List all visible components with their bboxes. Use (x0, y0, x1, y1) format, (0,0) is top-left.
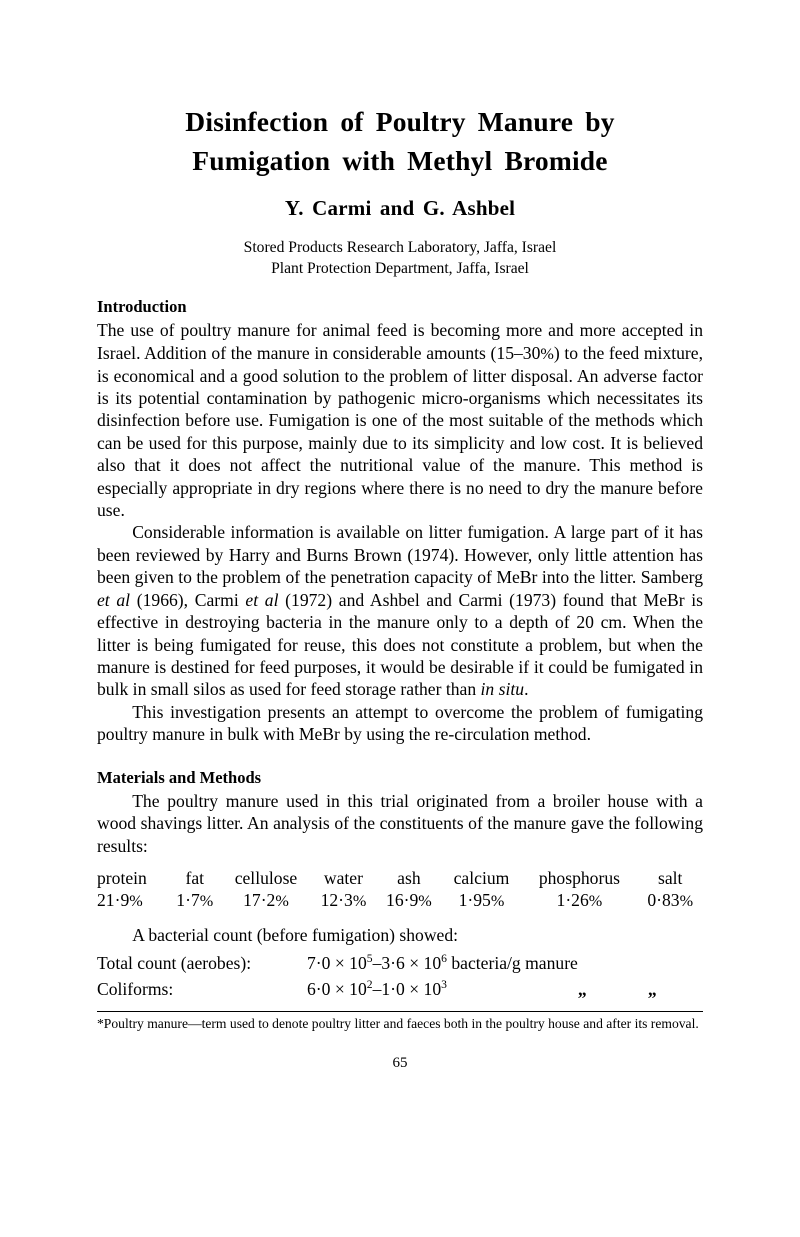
bacterial-ditto-total-1 (578, 951, 648, 977)
bacterial-coliforms-exponent-1: 2 (366, 977, 373, 991)
bacterial-total-exponent-1: 5 (366, 952, 373, 966)
composition-value-water-number: 12·3 (320, 889, 353, 910)
bacterial-coliforms-value-mid: –1·0 × 10 (372, 978, 442, 999)
section-heading-introduction: Introduction (97, 297, 187, 317)
composition-unit-salt: % (679, 891, 694, 910)
bacterial-ditto-coliforms-2: „ (647, 978, 658, 999)
composition-label-calcium: calcium (453, 867, 510, 888)
intro-paragraph-3: This investigation presents an attempt to overcome the problem of fumigating poultry manure in bulk with MeBr by using the re-circulation method. (97, 701, 703, 745)
bacterial-count-intro: A bacterial count (before fumigation) showed: (132, 924, 459, 945)
intro-paragraph-2 (97, 521, 703, 700)
composition-label-row (97, 868, 703, 890)
composition-value-water (311, 890, 376, 912)
bacterial-ditto-coliforms-1: „ (577, 978, 588, 999)
article-title-line-1: Disinfection of Poultry Manure by (185, 106, 615, 137)
composition-unit-fat: % (199, 891, 214, 910)
affiliations (97, 238, 703, 279)
composition-value-salt (637, 890, 703, 912)
intro-p2-text-d: . (524, 679, 529, 700)
composition-value-calcium (442, 890, 522, 912)
materials-paragraph-1: The poultry manure used in this trial originated from a broiler house with a wood shavings litter. An analysis of the constituents of the manure gave the following results: (97, 790, 703, 856)
bacterial-total-value-mid: –3·6 × 10 (372, 953, 442, 973)
composition-label-ash: ash (397, 867, 421, 888)
bacterial-total-exponent-2: 6 (441, 952, 447, 966)
composition-label-salt: salt (658, 867, 683, 888)
composition-value-cellulose-number: 17·2 (243, 889, 276, 910)
page-number: 65 (392, 1054, 408, 1071)
latin-phrase-in-situ: in situ (480, 679, 525, 700)
document-page (97, 0, 703, 1072)
composition-unit-calcium: % (490, 891, 505, 910)
bacterial-row-coliforms (97, 977, 703, 1003)
composition-value-protein (97, 890, 168, 912)
composition-value-salt-number: 0·83 (647, 889, 680, 910)
composition-unit-cellulose: % (275, 891, 289, 910)
intro-p2-text-c: (1972) and Ashbel and Carmi (1973) found that MeBr is effective in destroying bacteria in the manure only to a depth of 20 cm. When the litter is being fumigated for reuse, this does not constitute a problem, but when the manure is destined for feed purposes, it would be desirable if it could be fumigated in bulk in small silos as used for feed storage rather than (97, 589, 704, 700)
composition-value-protein-number: 21·9 (97, 889, 130, 910)
citation-et-al-1: et al (97, 589, 131, 610)
bacterial-value-total-count (307, 951, 578, 977)
bacterial-label-total-count: Total count (aerobes): (97, 953, 252, 973)
composition-label-water: water (323, 867, 363, 888)
percent-glyph: % (540, 344, 554, 363)
composition-value-calcium-number: 1·95 (458, 889, 491, 910)
composition-unit-ash: % (418, 891, 432, 910)
composition-value-cellulose (221, 890, 311, 912)
composition-label-protein: protein (97, 867, 147, 888)
composition-unit-phosphorus: % (588, 891, 603, 910)
section-heading-materials-and-methods: Materials and Methods (97, 767, 262, 787)
bacterial-label-coliforms: Coliforms: (97, 978, 174, 999)
composition-value-ash-number: 16·9 (386, 889, 419, 910)
intro-p1-text-b: ) to the feed mixture, is economical and a good solution to the problem of litter disposal. An adverse factor is its potential contamination by pathogenic micro-organisms which necessitates its disinfection before use. Fumigation is one of the most suitable of the methods which can be used for this purpose, mainly due to its simplicity and low cost. It is believed also that it does not affect the nutritional value of the manure. This method is especially appropriate in dry regions where there is no need to dry the manure before use. (97, 342, 703, 521)
footnote-rule (97, 1011, 703, 1012)
author-list: Y. Carmi and G. Ashbel (284, 196, 516, 220)
composition-value-phosphorus-number: 1·26 (556, 889, 589, 910)
intro-p2-text-b: (1966), Carmi (130, 589, 246, 610)
citation-et-al-2: et al (245, 589, 279, 610)
composition-unit-protein: % (129, 891, 143, 910)
bacterial-total-value-post: bacteria/g manure (446, 953, 578, 973)
composition-value-phosphorus (521, 890, 637, 912)
composition-value-row (97, 890, 703, 912)
bacterial-count-table (97, 951, 703, 1002)
composition-value-fat (168, 890, 221, 912)
composition-value-ash (376, 890, 441, 912)
composition-unit-water: % (352, 891, 367, 910)
bacterial-total-value-pre: 7·0 × 10 (307, 953, 367, 973)
bacterial-ditto-total-2 (648, 951, 703, 977)
intro-p1-text-a: The use of poultry manure for animal feed is becoming more and more accepted in Israel. Addition of the manure in considerable amounts (15–30 (97, 320, 703, 363)
intro-p2-text-a: Considerable information is available on litter fumigation. A large part of it has been reviewed by Harry and Burns Brown (1974). However, only little attention has been given to the problem of the penetration capacity of MeBr into the litter. Samberg (97, 522, 703, 588)
composition-label-phosphorus: phosphorus (538, 867, 620, 888)
bacterial-coliforms-exponent-2: 3 (441, 977, 447, 991)
article-title (97, 103, 703, 180)
manure-composition-table (97, 868, 703, 912)
affiliation-line-1: Stored Products Research Laboratory, Jaffa, Israel (243, 239, 557, 256)
composition-value-fat-number: 1·7 (176, 889, 200, 910)
composition-label-fat: fat (185, 867, 205, 888)
bacterial-coliforms-value-pre: 6·0 × 10 (307, 978, 367, 999)
composition-label-cellulose: cellulose (234, 867, 298, 888)
affiliation-line-2: Plant Protection Department, Jaffa, Israel (271, 259, 529, 277)
article-title-line-2: Fumigation with Methyl Bromide (192, 144, 608, 176)
intro-paragraph-1 (97, 319, 703, 521)
bacterial-row-total-count (97, 951, 703, 977)
bacterial-value-coliforms (307, 977, 578, 1003)
footnote-text: *Poultry manure—term used to denote poultry litter and faeces both in the poultry house and after its removal. (97, 1016, 699, 1031)
